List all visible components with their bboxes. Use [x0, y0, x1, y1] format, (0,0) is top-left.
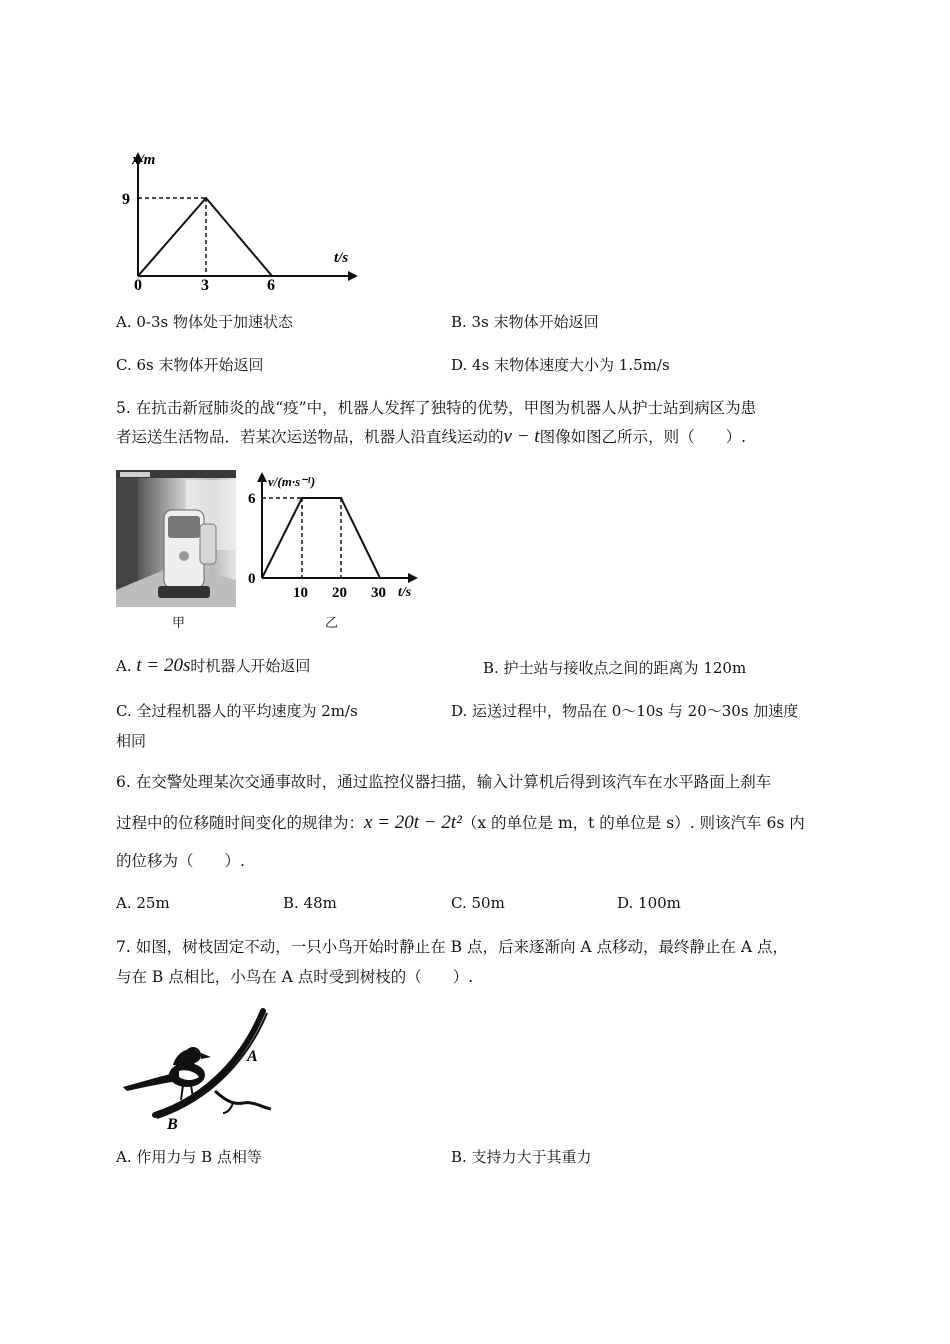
q4-option-c[interactable]: C. 6s 末物体开始返回 [116, 356, 264, 374]
q5-stem-line2 [116, 426, 746, 448]
q4-option-b[interactable]: B. 3s 末物体开始返回 [451, 313, 599, 331]
point-a-label: A [247, 1048, 258, 1065]
q6-option-c[interactable]: C. 50m [451, 894, 505, 912]
q6-option-b[interactable]: B. 48m [283, 894, 337, 912]
q5-option-a-text: 时机器人开始返回 [190, 657, 311, 675]
tick-origin-v: 0 [248, 571, 256, 587]
robot-photo [116, 470, 236, 607]
q7-stem-line1: 7. 如图，树枝固定不动，一只小鸟开始时静止在 B 点，后来逐渐向 A 点移动，最终静止在 A 点， [116, 938, 789, 956]
tick-x-30: 30 [371, 585, 386, 601]
q6-stem-math: x = 20t − 2t² [364, 812, 462, 833]
bird-branch-figure [115, 1005, 275, 1130]
q6-stem-line1: 6. 在交警处理某次交通事故时，通过监控仪器扫描，输入计算机后得到该汽车在水平路面上刹车 [116, 773, 772, 791]
q5-stem-text-end: 图像如图乙所示，则（ ）. [539, 428, 746, 446]
q7-option-a[interactable]: A. 作用力与 B 点相等 [116, 1148, 262, 1166]
q6-option-d[interactable]: D. 100m [617, 894, 681, 912]
y-axis-label: x/m [132, 152, 156, 168]
tick-x-6: 6 [267, 277, 275, 290]
q6-option-a[interactable]: A. 25m [116, 894, 170, 912]
q5-option-b[interactable]: B. 护士站与接收点之间的距离为 120m [483, 659, 747, 677]
tick-x-3: 3 [201, 277, 209, 290]
q5-stem-text: 者运送生活物品．若某次运送物品，机器人沿直线运动的 [116, 428, 504, 446]
x-axis-label: t/s [334, 250, 349, 266]
v-axis-label: v/(m·s⁻¹) [268, 474, 316, 489]
q5-option-a-label: A. [116, 657, 132, 675]
q5-option-c[interactable]: C. 全过程机器人的平均速度为 2m/s [116, 702, 358, 720]
point-b-label: B [167, 1116, 178, 1130]
q7-option-b[interactable]: B. 支持力大于其重力 [451, 1148, 592, 1166]
tick-y-9: 9 [122, 191, 130, 208]
q7-stem-line2: 与在 B 点相比，小鸟在 A 点时受到树枝的（ ）. [116, 968, 474, 986]
tick-y-6: 6 [248, 491, 256, 507]
tick-x-20: 20 [332, 585, 347, 601]
q6-stem-text: 过程中的位移随时间变化的规律为： [116, 814, 365, 832]
q5-option-d[interactable]: D. 运送过程中，物品在 0～10s 与 20～30s 加速度 [451, 702, 799, 720]
q6-stem-line2 [116, 812, 805, 834]
tick-x-10: 10 [293, 585, 308, 601]
v-t-graph [244, 466, 424, 606]
tick-origin: 0 [134, 277, 142, 290]
x-t-graph [110, 140, 370, 290]
q5-option-a[interactable] [116, 655, 310, 677]
photo-caption: 甲 [172, 616, 186, 631]
q6-stem-text-end: （x 的单位是 m，t 的单位是 s）. 则该汽车 6s 内 [461, 814, 805, 832]
q6-stem-line3: 的位移为（ ）. [116, 852, 245, 870]
q5-stem-line1: 5. 在抗击新冠肺炎的战“疫”中，机器人发挥了独特的优势，甲图为机器人从护士站到病区为患 [116, 399, 757, 417]
q5-option-d-continued: 相同 [116, 732, 147, 750]
q5-option-a-math: t = 20s [136, 655, 191, 676]
t-axis-label: t/s [398, 585, 412, 600]
q4-option-d[interactable]: D. 4s 末物体速度大小为 1.5m/s [451, 356, 670, 374]
q5-stem-math: v − t [503, 426, 540, 447]
q4-option-a[interactable]: A. 0-3s 物体处于加速状态 [116, 313, 293, 331]
graph-caption: 乙 [325, 616, 339, 631]
